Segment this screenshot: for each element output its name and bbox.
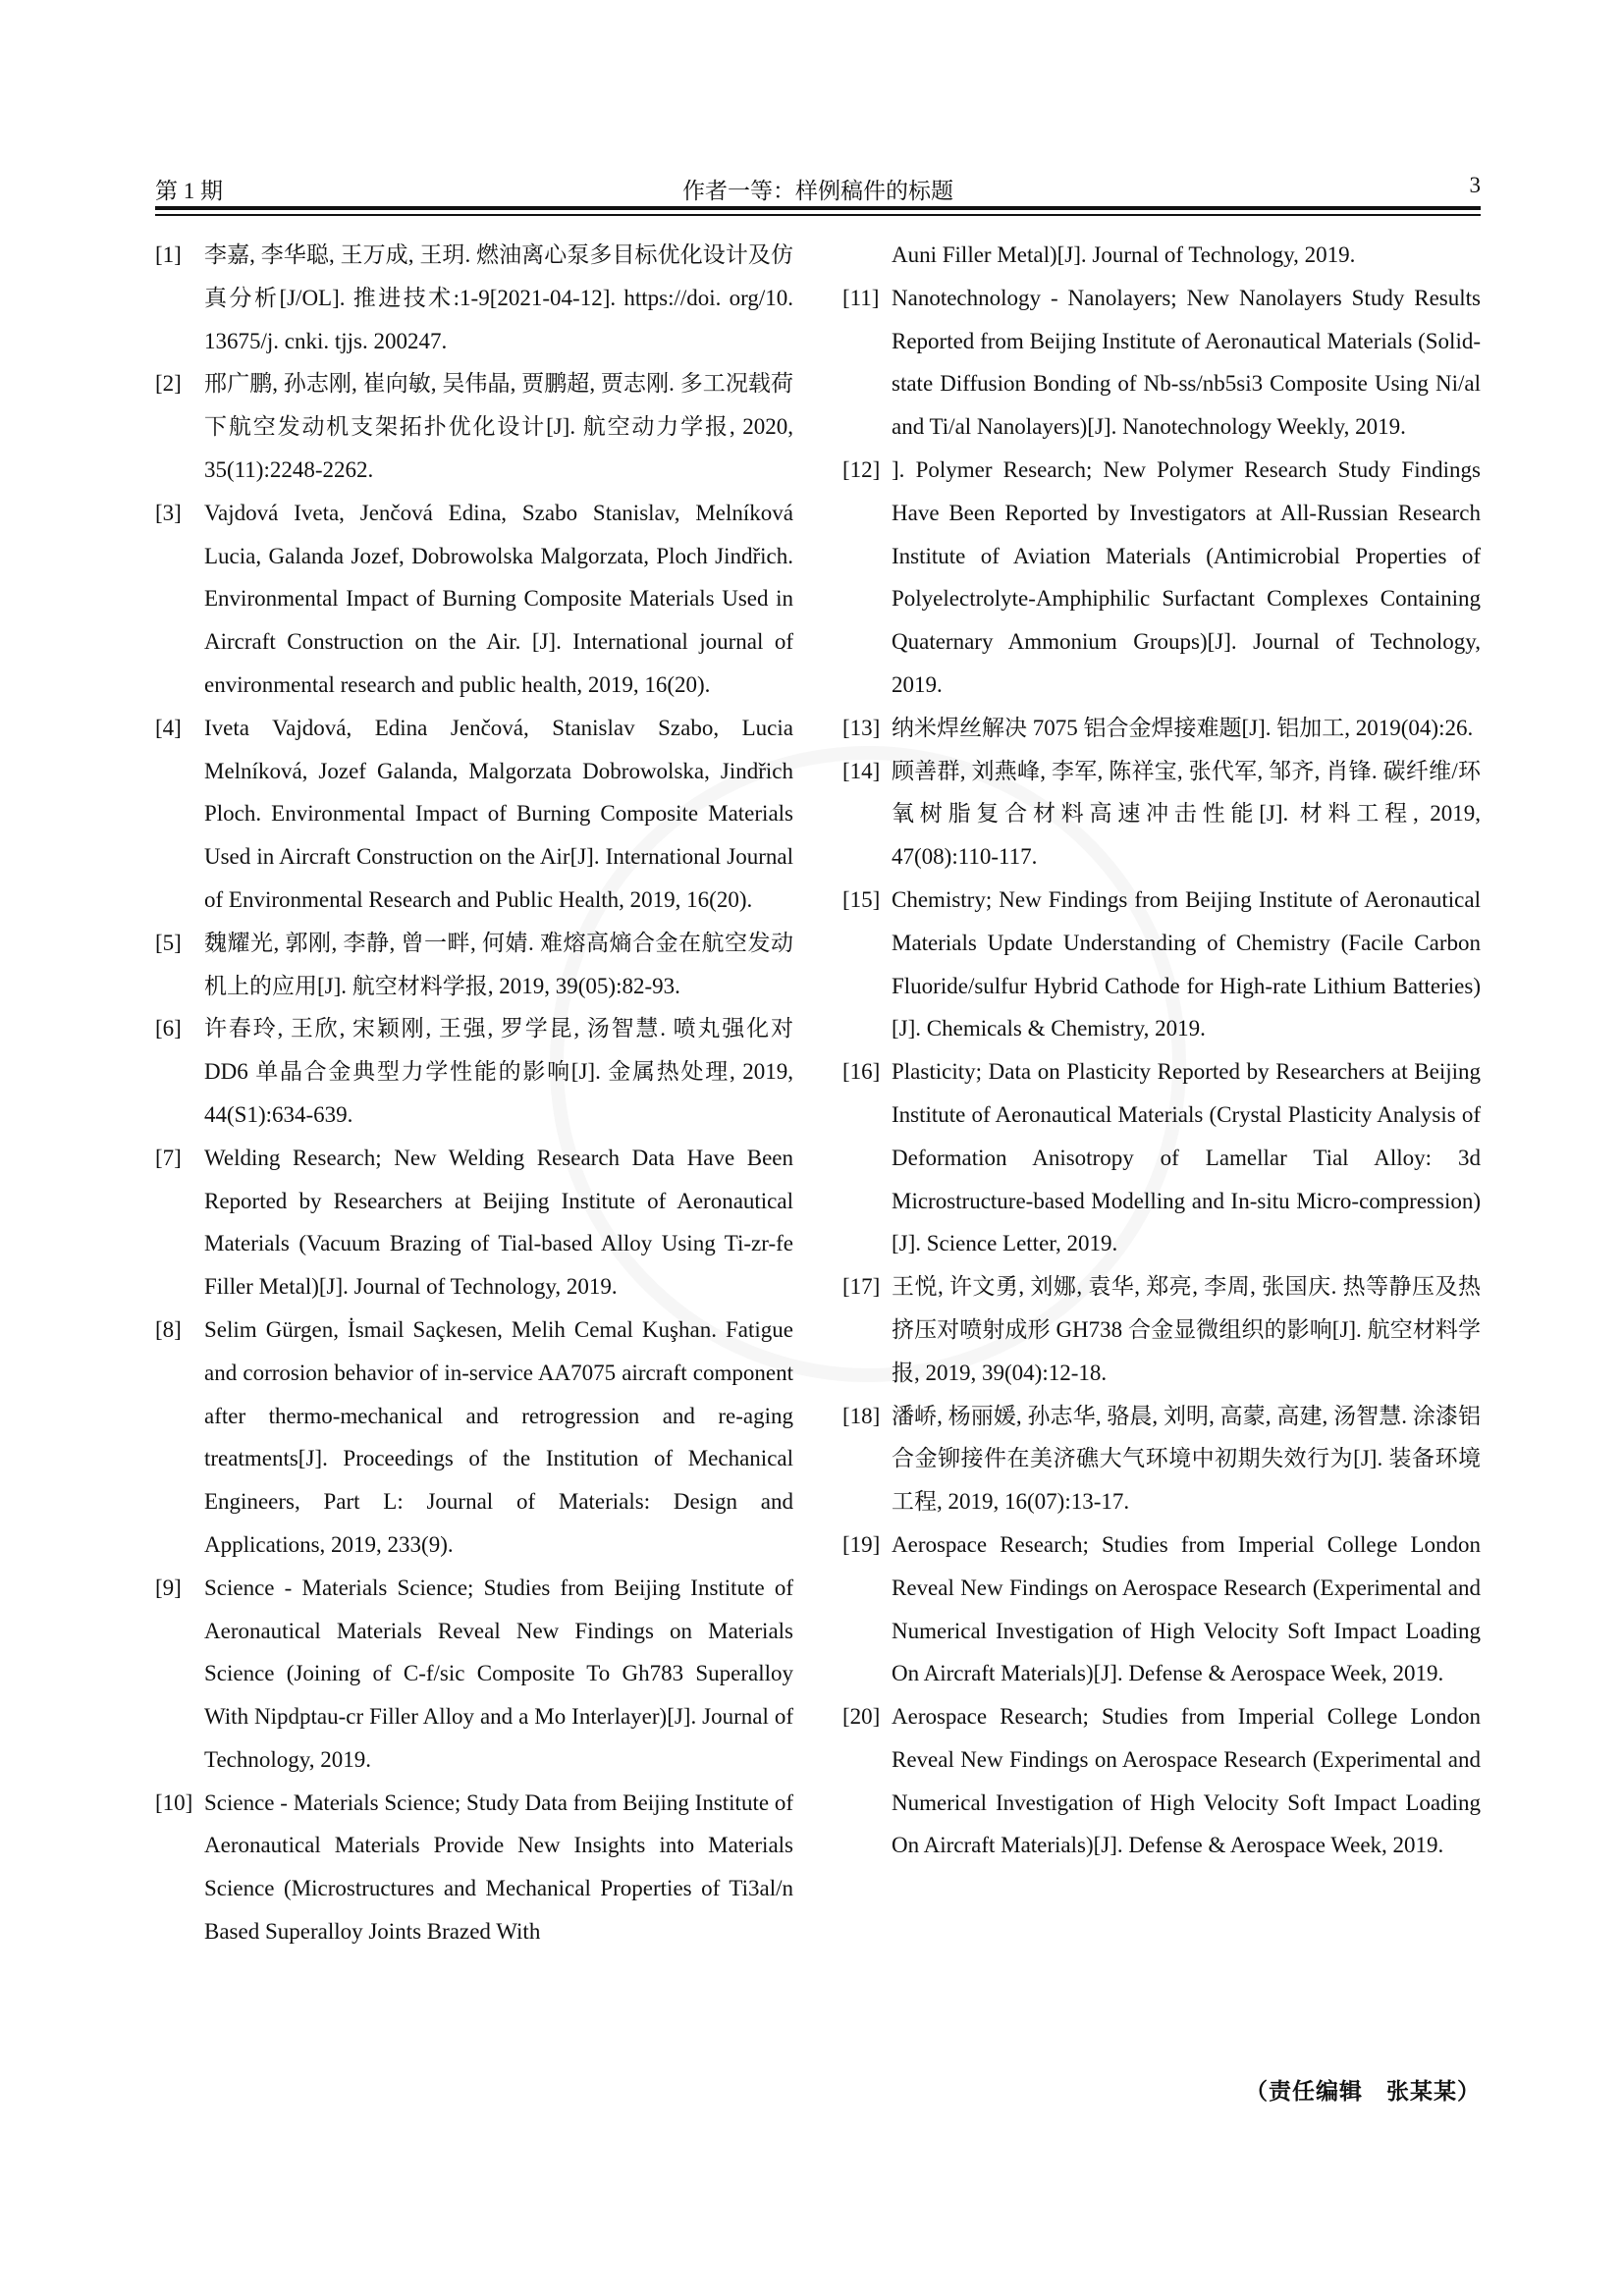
reference-number: [17] (842, 1274, 881, 1300)
reference-item (155, 362, 793, 491)
reference-item (155, 1567, 793, 1782)
reference-item (842, 1050, 1481, 1265)
reference-text: ]. Polymer Research; New Polymer Research Study Findings Have Been Reported by Investigators at All-Russian Research Institute of Aviation Materials (Antimicrobial Properties of Polyelectrolyte-Amphiphilic Surfactant Complexes Containing Quaternary Ammonium Groups)[J]. Journal of Technology, 2019. (892, 456, 1481, 697)
reference-text: Plasticity; Data on Plasticity Reported by Researchers at Beijing Institute of Aeronautical Materials (Crystal Plasticity Analysis of Deformation Anisotropy of Lamellar Tial Alloy: 3d Microstructure-based Modelling and In-situ Micro-compression)[J]. Science Letter, 2019. (892, 1059, 1481, 1256)
running-header (155, 173, 1481, 208)
reference-continuation: Auni Filler Metal)[J]. Journal of Technology, 2019. (892, 242, 1356, 267)
reference-number: [9] (155, 1575, 182, 1600)
reference-item (155, 234, 793, 362)
reference-text: Vajdová Iveta, Jenčová Edina, Szabo Stanislav, Melníková Lucia, Galanda Jozef, Dobrowolska Malgorzata, Ploch Jindřich. Environmental Impact of Burning Composite Materials Used in Aircraft Construction on the Air. [J]. International journal of environmental research and public health, 2019, 16(20). (204, 500, 793, 697)
reference-number: [8] (155, 1316, 182, 1342)
reference-item (155, 1308, 793, 1567)
reference-number: [16] (842, 1059, 881, 1085)
reference-text: 潘峤, 杨丽媛, 孙志华, 骆晨, 刘明, 高蒙, 高建, 汤智慧. 涂漆铝合金铆接件在美济礁大气环境中初期失效行为[J]. 装备环境工程, 2019, 16(07):13-17. (892, 1403, 1481, 1515)
reference-item (842, 277, 1481, 449)
reference-text: Iveta Vajdová, Edina Jenčová, Stanislav Szabo, Lucia Melníková, Jozef Galanda, Malgorzata Dobrowolska, Jindřich Ploch. Environmental Impact of Burning Composite Materials Used in Aircraft Construction on the Air[J]. International Journal of Environmental Research and Public Health, 2019, 16(20). (204, 715, 793, 912)
reference-item (842, 1523, 1481, 1695)
reference-text: 王悦, 许文勇, 刘娜, 袁华, 郑亮, 李周, 张国庆. 热等静压及热挤压对喷射成形 GH738 合金显微组织的影响[J]. 航空材料学报, 2019, 39(04):12-18. (892, 1274, 1481, 1385)
issue-label: 第 1 期 (155, 179, 223, 203)
reference-item (842, 1695, 1481, 1867)
reference-item (842, 1395, 1481, 1523)
reference-text: Science - Materials Science; Studies from Beijing Institute of Aeronautical Materials Reveal New Findings on Materials Science (Joining of C-f/sic Composite To Gh783 Superalloy With Nipdptau-cr Filler Alloy and a Mo Interlayer)[J]. Journal of Technology, 2019. (204, 1575, 793, 1772)
reference-item (842, 879, 1481, 1050)
reference-number: [15] (842, 886, 881, 912)
header-rule-thick (155, 206, 1481, 210)
reference-item (842, 750, 1481, 879)
page-number: 3 (1469, 173, 1481, 197)
reference-text: Welding Research; New Welding Research Data Have Been Reported by Researchers at Beijing Institute of Aeronautical Materials (Vacuum Brazing of Tial-based Alloy Using Ti-zr-fe Filler Metal)[J]. Journal of Technology, 2019. (204, 1145, 793, 1300)
reference-number: [5] (155, 930, 182, 955)
reference-item (842, 1265, 1481, 1394)
reference-text: 纳米焊丝解决 7075 铝合金焊接难题[J]. 铝加工, 2019(04):26. (892, 715, 1474, 740)
reference-item (155, 1137, 793, 1308)
reference-number: [10] (155, 1789, 193, 1815)
reference-item (155, 1007, 793, 1136)
reference-item (155, 1782, 793, 1953)
reference-number: [3] (155, 500, 182, 525)
reference-text: Selim Gürgen, İsmail Saçkesen, Melih Cemal Kuşhan. Fatigue and corrosion behavior of in-service AA7075 aircraft component after thermo-mechanical and retrogression and re-aging treatments[J]. Proceedings of the Institution of Mechanical Engineers, Part L: Journal of Materials: Design and Applications, 2019, 233(9). (204, 1316, 793, 1557)
reference-text: Science - Materials Science; Study Data from Beijing Institute of Aeronautical Materials Provide New Insights into Materials Science (Microstructures and Mechanical Properties of Ti3al/n Based Superalloy Joints Brazed With (204, 1789, 793, 1945)
reference-item (842, 707, 1481, 750)
reference-item (842, 449, 1481, 707)
reference-number: [2] (155, 371, 182, 397)
references-left-column (155, 234, 793, 1953)
reference-number: [12] (842, 456, 881, 482)
reference-number: [19] (842, 1531, 881, 1557)
reference-text: Aerospace Research; Studies from Imperial College London Reveal New Findings on Aerospace Research (Experimental and Numerical Investigation of High Velocity Soft Impact Loading On Aircraft Materials)[J]. Defense & Aerospace Week, 2019. (892, 1531, 1481, 1686)
reference-text: 顾善群, 刘燕峰, 李军, 陈祥宝, 张代军, 邹齐, 肖锋. 碳纤维/环氧树脂复合材料高速冲击性能[J]. 材料工程, 2019, 47(08):110-117. (892, 758, 1481, 870)
responsible-editor (1245, 2073, 1481, 2106)
reference-text: 魏耀光, 郭刚, 李静, 曾一畔, 何婧. 难熔高熵合金在航空发动机上的应用[J]. 航空材料学报, 2019, 39(05):82-93. (204, 930, 793, 998)
reference-number: [4] (155, 715, 182, 740)
reference-number: [13] (842, 715, 881, 740)
running-title: 作者一等：样例稿件的标题 (682, 179, 953, 203)
reference-item (155, 492, 793, 707)
reference-text: Nanotechnology - Nanolayers; New Nanolayers Study Results Reported from Beijing Institute of Aeronautical Materials (Solid-state Diffusion Bonding of Nb-ss/nb5si3 Composite Using Ni/al and Ti/al Nanolayers)[J]. Nanotechnology Weekly, 2019. (892, 285, 1481, 440)
reference-number: [11] (842, 285, 880, 310)
reference-text: 邢广鹏, 孙志刚, 崔向敏, 吴伟晶, 贾鹏超, 贾志刚. 多工况载荷下航空发动机支架拓扑优化设计[J]. 航空动力学报, 2020, 35(11):2248-2262. (204, 371, 793, 482)
reference-item (155, 707, 793, 922)
header-rule-thin (155, 214, 1481, 216)
reference-text: 许春玲, 王欣, 宋颖刚, 王强, 罗学昆, 汤智慧. 喷丸强化对 DD6 单晶合金典型力学性能的影响[J]. 金属热处理, 2019, 44(S1):634-639. (204, 1016, 793, 1127)
reference-text: Chemistry; New Findings from Beijing Institute of Aeronautical Materials Update Understanding of Chemistry (Facile Carbon Fluoride/sulfur Hybrid Cathode for High-rate Lithium Batteries)[J]. Chemicals & Chemistry, 2019. (892, 886, 1481, 1041)
reference-text: Aerospace Research; Studies from Imperial College London Reveal New Findings on Aerospace Research (Experimental and Numerical Investigation of High Velocity Soft Impact Loading On Aircraft Materials)[J]. Defense & Aerospace Week, 2019. (892, 1704, 1481, 1858)
reference-number: [1] (155, 242, 182, 267)
reference-number: [6] (155, 1016, 182, 1041)
references-right-column (842, 234, 1481, 1867)
reference-text: 李嘉, 李华聪, 王万成, 王玥. 燃油离心泵多目标优化设计及仿真分析[J/OL]. 推进技术:1-9[2021-04-12]. https://doi. org/10. 13675/j. cnki. tjjs. 200247. (204, 242, 793, 353)
reference-number: [7] (155, 1145, 182, 1170)
reference-number: [18] (842, 1403, 881, 1428)
reference-number: [14] (842, 758, 881, 783)
reference-item (155, 922, 793, 1008)
reference-number: [20] (842, 1704, 881, 1730)
editor-label: （责任编辑 张某某） (1245, 2079, 1481, 2104)
